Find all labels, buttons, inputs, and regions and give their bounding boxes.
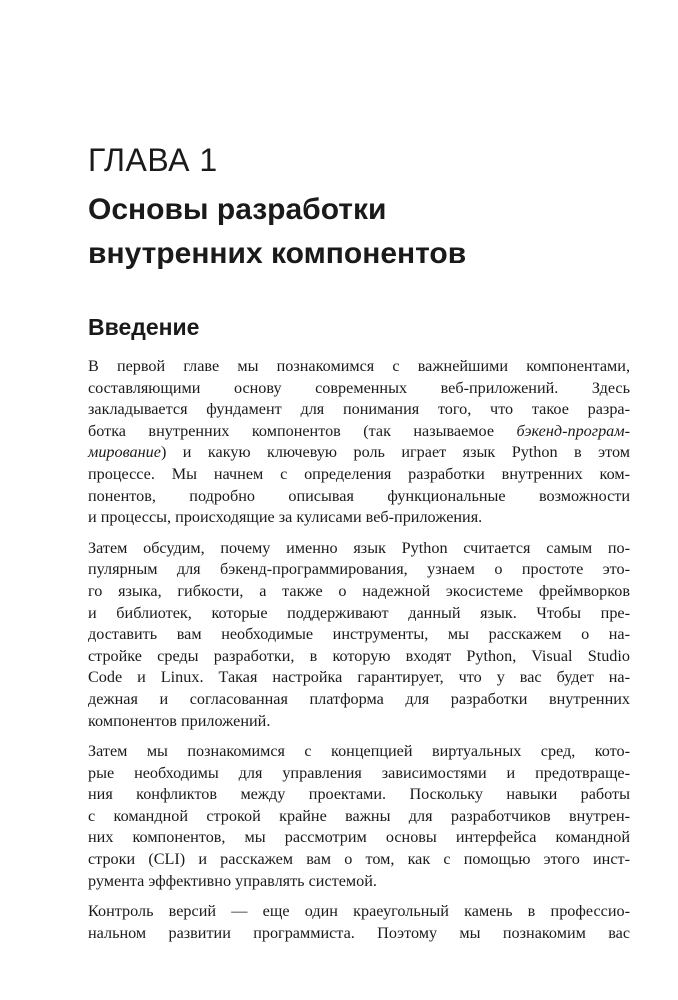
paragraph [88, 538, 630, 732]
text-line: ния конфликтов между проектами. Поскольку навыки работы [88, 785, 630, 804]
text-line [88, 442, 630, 464]
paragraph [88, 901, 630, 944]
italic-term: бэкенд-програм- [516, 421, 630, 440]
text-line: пулярным для бэкенд-программирования, узнаем о простоте это- [88, 560, 630, 579]
chapter-title-line: Основы разработки [88, 193, 387, 226]
text-line: В первой главе мы познакомимся с важнейшими компонентами, [88, 357, 630, 375]
text-line: и библиотек, которые поддерживают данный язык. Чтобы пре- [88, 603, 630, 622]
text-line: закладывается фундамент для понимания того, что такое разра- [88, 400, 630, 419]
text-line: составляющими основу современных веб-приложений. Здесь [88, 378, 630, 397]
text-line: компонентов приложений. [88, 711, 271, 730]
text-line: Контроль версий — еще один краеугольный камень в профессио- [88, 902, 630, 921]
text-line: дежная и согласованная платформа для разработки внутренних [88, 689, 630, 708]
section-heading: Введение [88, 314, 200, 340]
text-line: Затем мы познакомимся с концепцией виртуальных сред, кото- [88, 742, 630, 761]
paragraph [88, 356, 630, 529]
text-line: понентов, подробно описывая функциональные возможности [88, 486, 630, 505]
text-line: румента эффективно управлять системой. [88, 871, 377, 890]
text-line: нальном развитии программиста. Поэтому мы познакомим вас [88, 923, 630, 942]
text-line: и процессы, происходящие за кулисами веб-приложения. [88, 508, 483, 527]
text-line: них компонентов, мы рассмотрим основы интерфейса командной [88, 828, 630, 847]
text-line: го языка, гибкости, а также о надежной экосистеме фреймворков [88, 581, 630, 600]
text-segment: ботка внутренних компонентов (так называемое [88, 421, 517, 440]
text-segment: ) и какую ключевую роль играет язык Python в этом [160, 443, 630, 462]
body-text [88, 356, 630, 953]
text-line: рые необходимы для управления зависимостями и предотвраще- [88, 763, 630, 782]
paragraph [88, 741, 630, 892]
italic-term: мирование [88, 443, 161, 462]
chapter-label: ГЛАВА 1 [88, 142, 218, 178]
text-line: Затем обсудим, почему именно язык Python считается самым по- [88, 538, 630, 557]
text-line [88, 421, 630, 443]
text-line: процессе. Мы начнем с определения разработки внутренних ком- [88, 464, 630, 483]
text-line: стройке среды разработки, в которую входят Python, Visual Studio [88, 646, 630, 665]
text-line: с командной строкой крайне важны для разработчиков внутрен- [88, 806, 630, 825]
chapter-title-line: внутренних компонентов [88, 237, 467, 270]
text-line: строки (CLI) и расскажем вам о том, как с помощью этого инст- [88, 850, 630, 869]
text-line: Code и Linux. Такая настройка гарантирует, что у вас будет на- [88, 668, 630, 687]
chapter-title [88, 188, 466, 276]
text-line: доставить вам необходимые инструменты, мы расскажем о на- [88, 625, 630, 644]
